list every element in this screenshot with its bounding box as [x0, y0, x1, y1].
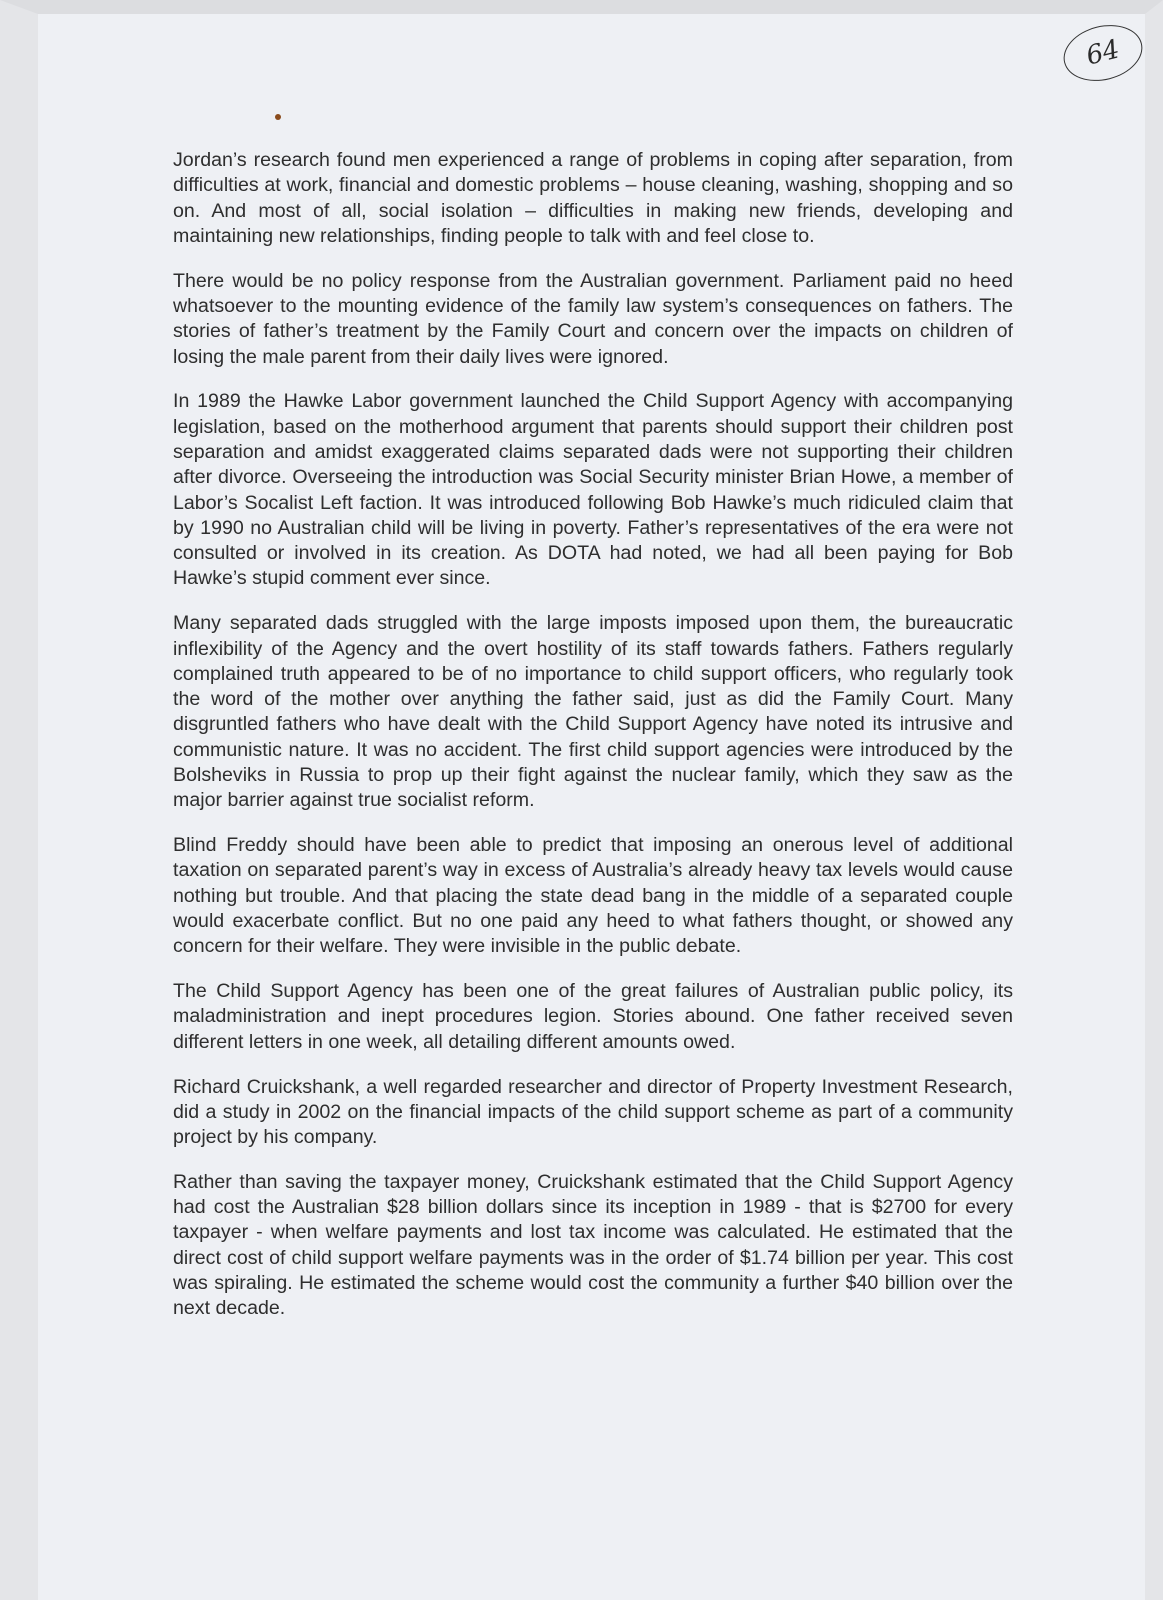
paragraph: In 1989 the Hawke Labor government launched the Child Support Agency with accompanying legislation, based on the motherhood argument that parents should support their children post separation and amidst exaggerated claims separated dads were not supporting their children after divorce. Overseeing the introduction was Social Security minister Brian Howe, a member of Labor’s Socalist Left faction. It was introduced following Bob Hawke’s much ridiculed claim that by 1990 no Australian child will be living in poverty. Father’s representatives of the era were not consulted or involved in its creation. As DOTA had noted, we had all been paying for Bob Hawke’s stupid comment ever since. [173, 390, 1013, 590]
paragraph: Blind Freddy should have been able to predict that imposing an onerous level of additional taxation on separated parent’s way in excess of Australia’s already heavy tax levels would cause nothing but trouble. And that placing the state dead bang in the middle of a separated couple would exacerbate conflict. But no one paid any heed to what fathers thought, or showed any concern for their welfare. They were invisible in the public debate. [173, 834, 1013, 958]
paragraph: Richard Cruickshank, a well regarded researcher and director of Property Investment Research, did a study in 2002 on the financial impacts of the child support scheme as part of a community project by his company. [173, 1075, 1013, 1149]
paragraph: Jordan’s research found men experienced a range of problems in coping after separation, from difficulties at work, financial and domestic problems – house cleaning, washing, shopping and so on. And most of all, social isolation – difficulties in making new friends, developing and maintaining new relationships, finding people to talk with and feel close to. [173, 149, 1013, 247]
paragraph: Rather than saving the taxpayer money, Cruickshank estimated that the Child Support Agency had cost the Australian $28 billion dollars since its inception in 1989 - that is $2700 for every taxpayer - when welfare payments and lost tax income was calculated. He estimated that the direct cost of child support welfare payments was in the order of $1.74 billion per year. This cost was spiraling. He estimated the scheme would cost the community a further $40 billion over the next decade. [173, 1170, 1013, 1320]
paragraph: There would be no policy response from the Australian government. Parliament paid no heed whatsoever to the mounting evidence of the family law system’s consequences on fathers. The stories of father’s treatment by the Family Court and concern over the impacts on children of losing the male parent from their daily lives were ignored. [173, 269, 1013, 368]
page-number-text: 64 [1083, 34, 1123, 72]
paragraph: Many separated dads struggled with the large imposts imposed upon them, the bureaucratic inflexibility of the Agency and the overt hostility of its staff towards fathers. Fathers regularly complained truth appeared to be of no importance to child support officers, who regularly took the word of the mother over anything the father said, just as did the Family Court. Many disgruntled fathers who have dealt with the Child Support Agency have noted its intrusive and communistic nature. It was no accident. The first child support agencies were introduced by the Bolsheviks in Russia to prop up their fight against the nuclear family, which they saw as the major barrier against true socialist reform. [173, 612, 1013, 812]
paragraph: The Child Support Agency has been one of the great failures of Australian public policy, its maladministration and inept procedures legion. Stories abound. One father received seven different letters in one week, all detailing different amounts owed. [173, 980, 1013, 1053]
ink-dot [275, 114, 281, 120]
document-body [173, 148, 1013, 1341]
